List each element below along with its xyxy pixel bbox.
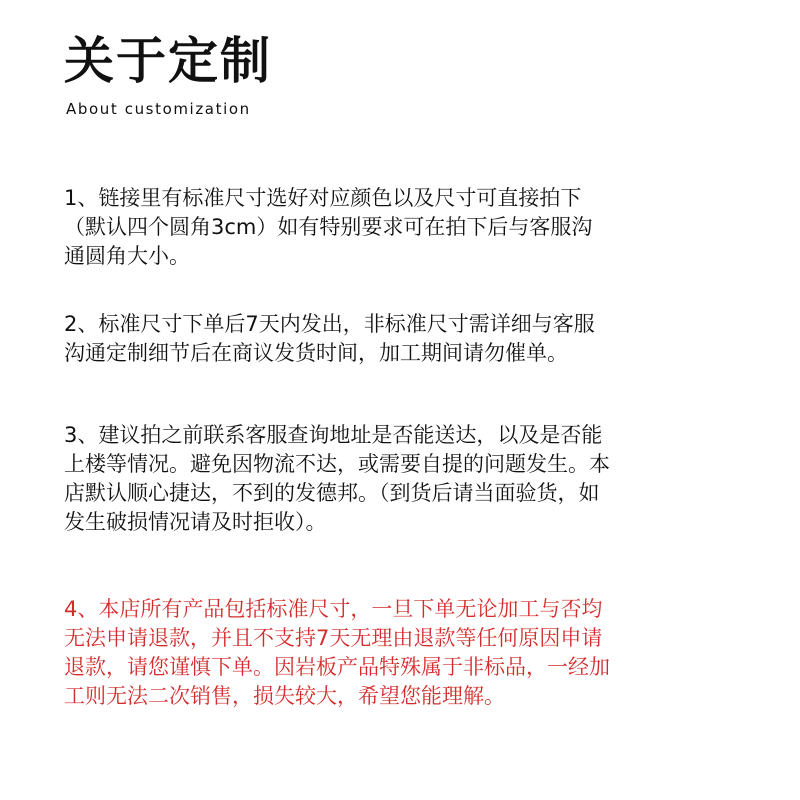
paragraph-line: 4、本店所有产品包括标准尺寸，一旦下单无论加工与否均 (64, 597, 603, 621)
page-subtitle: About customization (66, 100, 251, 118)
paragraph-line: （默认四个圆角3cm）如有特别要求可在拍下后与客服沟 (64, 215, 593, 239)
paragraph-line: 2、标准尺寸下单后7天内发出，非标准尺寸需详细与客服 (64, 312, 595, 336)
paragraph-line: 沟通定制细节后在商议发货时间，加工期间请勿催单。 (64, 341, 568, 365)
paragraph-line: 店默认顺心捷达，不到的发德邦。（到货后请当面验货，如 (64, 481, 600, 505)
paragraph-line: 退款，请您谨慎下单。因岩板产品特殊属于非标品，一经加 (64, 655, 610, 679)
notice-paragraph-4-warning (64, 595, 704, 711)
paragraph-line: 上楼等情况。避免因物流不达，或需要自提的问题发生。本 (64, 452, 610, 476)
paragraph-line: 工则无法二次销售，损失较大，希望您能理解。 (64, 684, 505, 708)
paragraph-line: 发生破损情况请及时拒收）。 (64, 510, 327, 534)
paragraph-line: 通圆角大小。 (64, 244, 190, 268)
paragraph-line: 1、链接里有标准尺寸选好对应颜色以及尺寸可直接拍下 (64, 186, 582, 210)
notice-paragraph-1 (64, 184, 704, 271)
notice-paragraph-3 (64, 421, 704, 537)
notice-paragraph-2 (64, 310, 704, 368)
paragraph-line: 3、建议拍之前联系客服查询地址是否能送达，以及是否能 (64, 423, 603, 447)
paragraph-line: 无法申请退款，并且不支持7天无理由退款等任何原因申请 (64, 626, 603, 650)
page-title: 关于定制 (64, 32, 272, 90)
